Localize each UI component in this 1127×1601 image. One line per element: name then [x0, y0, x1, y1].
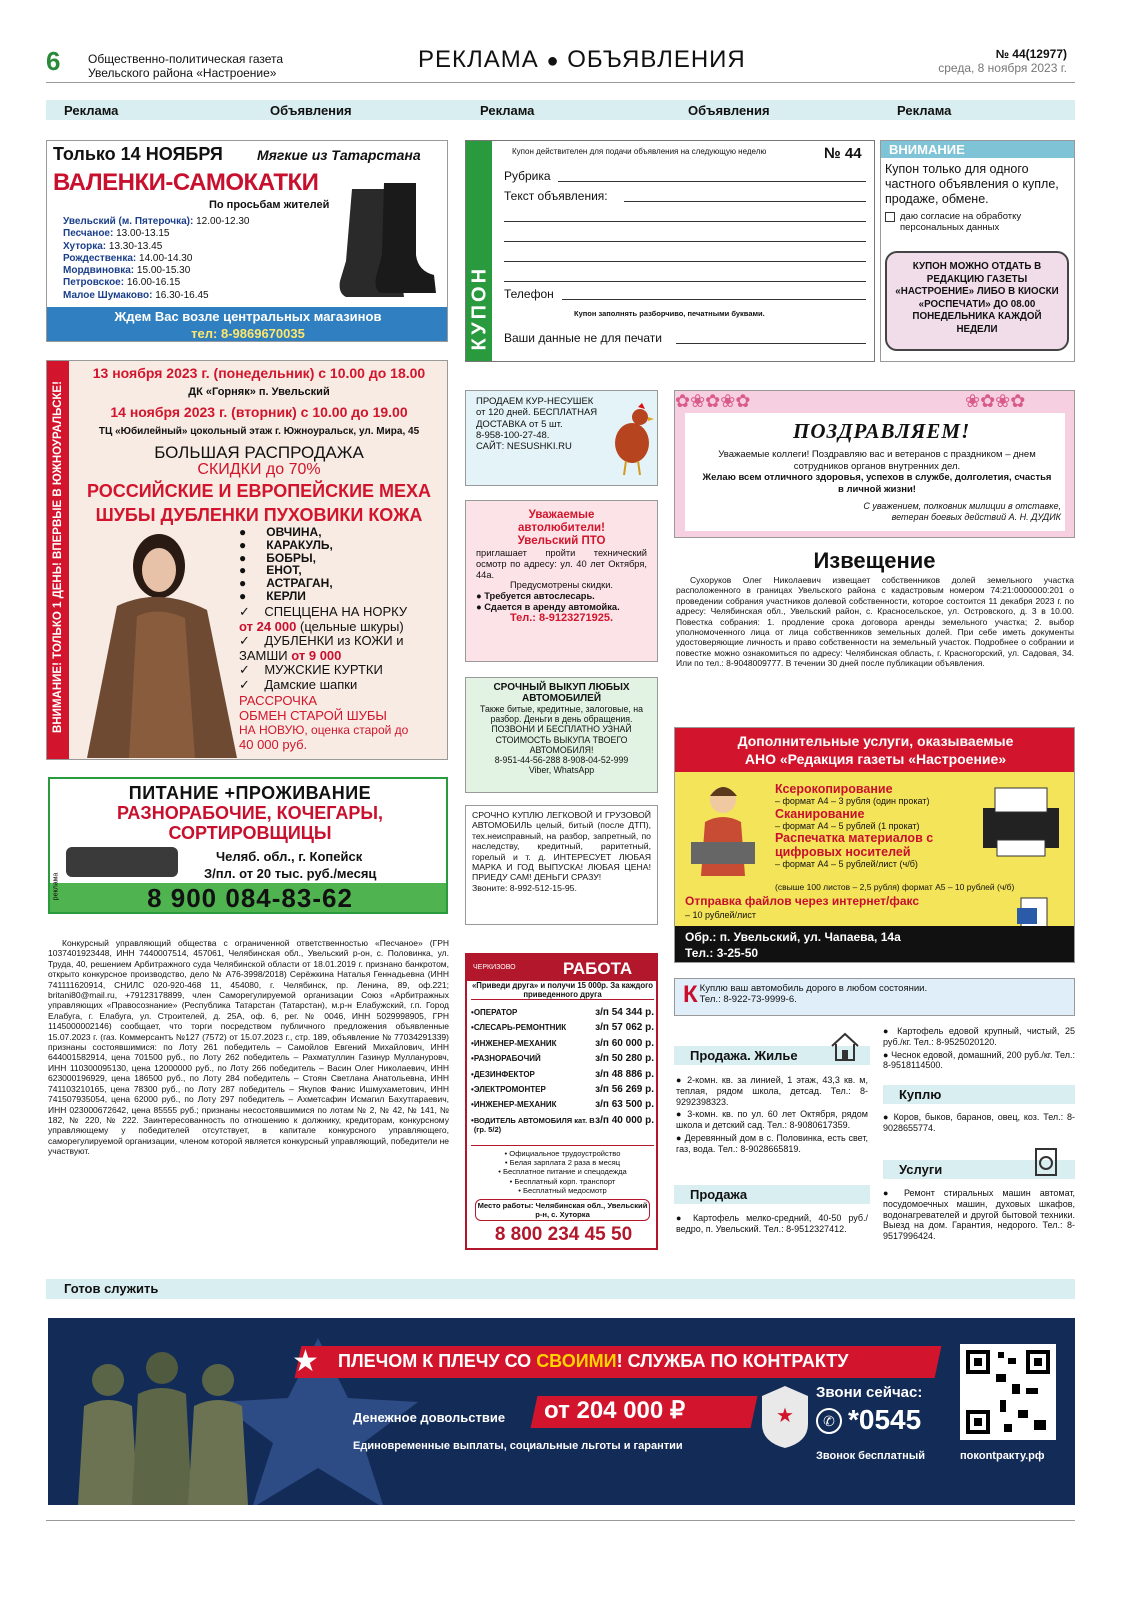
- army-banner: [48, 1318, 1075, 1505]
- hens-text: ПРОДАЕМ КУР-НЕСУШЕК от 120 дней. БЕСПЛАТНАЯ ДОСТАВКА от 5 шт.: [476, 396, 598, 430]
- coupon-only: Купон только для одного частного объявления о купле, продаже, обмене.: [885, 162, 1059, 206]
- buycar2-tel: Тел.: 8-922-73-9999-6.: [699, 994, 797, 1005]
- fur-headline2: ШУБЫ ДУБЛЕНКИ ПУХОВИКИ КОЖА: [95, 505, 423, 525]
- fur-type: ● ОВЧИНА,: [239, 525, 322, 539]
- workers-l5: З/пл. от 20 тыс. руб./месяц: [204, 866, 377, 881]
- valenki-sub: По просьбам жителей: [209, 199, 330, 211]
- fur-exchange2: НА НОВУЮ, оценка старой до: [239, 723, 409, 737]
- buy-item: ● Коров, быков, баранов, овец, коз. Тел.: 8-9028655774.: [883, 1112, 1075, 1133]
- army-star-small: ★: [292, 1345, 319, 1378]
- service-send-price: – 10 рублей/лист: [685, 910, 756, 920]
- fur-type: ● ЕНОТ,: [239, 563, 302, 578]
- sale-item: ● Картофель мелко-средний, 40-50 руб./ведро, п. Увельский. Тел.: 8-9512327412.: [676, 1213, 869, 1234]
- sale-heading: Продажа: [674, 1185, 870, 1204]
- coupon-attention: ВНИМАНИЕ: [881, 141, 1074, 158]
- army-pay-label: Денежное довольствие: [353, 1410, 506, 1425]
- produce-item: ● Картофель едовой крупный, чистый, 25 руб./кг. Тел.: 8-9525020120.: [883, 1026, 1075, 1047]
- fur-offer-hats: ✓ Дамские шапки: [239, 676, 358, 692]
- office-worker-image: [683, 780, 763, 876]
- bar-label-3: Реклама: [480, 103, 535, 118]
- buycar2-ad: [674, 978, 1075, 1016]
- section-title-left: РЕКЛАМА: [418, 46, 539, 73]
- hens-phone: 8-958-100-27-48.: [476, 429, 550, 441]
- issue-number: № 44(12977): [995, 47, 1067, 61]
- phone-icon: ✆: [816, 1408, 842, 1434]
- section-title: [418, 46, 746, 74]
- buycar2-text: Куплю ваш автомобиль дорого в любом состоянии.: [699, 983, 928, 994]
- housing-item: ● 2-комн. кв. за линией, 1 этаж, 43,3 кв. м, теплая, рядом школа, детсад. Тел.: 8-9292398323.: [676, 1075, 868, 1107]
- coupon-consent: [881, 209, 1074, 235]
- workers-image: [66, 847, 178, 877]
- buyout-text: Также битые, кредитные, залоговые, на разбор. Деньги в день обращения. ПОЗВОНИ И БЕСПЛАТНО УЗНАЙ СТОИМОСТЬ ВЫКУПА ТВОЕГО АВТОМОБИЛЯ!: [480, 704, 643, 755]
- services-header: [675, 728, 1075, 772]
- services-ad: [674, 727, 1075, 963]
- jobs-brand: ЧЕРКИЗОВО: [473, 964, 516, 971]
- congrats-t1: Уважаемые коллеги! Поздравляю вас и ветеранов с праздником – днем сотрудников органов внутренних дел.: [718, 449, 1036, 472]
- fur-offer-leather: ✓ ДУБЛЕНКИ из КОЖИ и: [239, 633, 404, 648]
- coupon-info: [880, 140, 1075, 362]
- workers-l4: Челяб. обл., г. Копейск: [216, 849, 363, 864]
- pto-discounts: Предусмотрены скидки.: [510, 580, 613, 591]
- job-row: • ДЕЗИНФЕКТОР з/п 48 886 р.: [471, 1068, 654, 1080]
- congrats-sign1: С уважением, полковник милиции в отставке,: [863, 501, 1061, 511]
- hens-ad: [465, 390, 658, 486]
- produce-list: [883, 1026, 1075, 1071]
- pto-title: Уважаемые автолюбители! Увельский ПТО: [517, 509, 606, 547]
- job-perk: • Бесплатный медосмотр: [518, 1185, 607, 1195]
- fur-type: ● КЕРЛИ: [239, 588, 306, 603]
- fur-date1: 13 ноября 2023 г. (понедельник) с 10.00 до 18.00: [92, 365, 426, 381]
- issue-date: среда, 8 ноября 2023 г.: [938, 61, 1067, 75]
- fur-offers: [239, 605, 447, 752]
- fur-place1: ДК «Горняк» п. Увельский: [188, 386, 330, 398]
- coupon-text-line[interactable]: [504, 227, 866, 242]
- house-icon: [828, 1030, 862, 1062]
- jobs-place: Место работы: Челябинская обл., Увельский р-н, с. Хуторка: [475, 1199, 650, 1221]
- congrats-t2: Желаю всем отличного здоровья, успехов в службе, долголетия, счастья в личной жизни!: [702, 472, 1052, 495]
- bar-label-4: Объявления: [688, 103, 770, 118]
- service-copy: Ксерокопирование: [775, 782, 893, 796]
- valenki-stop: Хуторка: 13.30-13.45: [63, 240, 163, 252]
- coupon-private-field[interactable]: [676, 329, 866, 344]
- fur-installment: РАССРОЧКА: [239, 693, 318, 708]
- bar-label-2: Объявления: [270, 103, 352, 118]
- hens-site: САЙТ: NESUSHKI.RU: [476, 441, 572, 453]
- buycar2-dropcap: К: [683, 981, 698, 1008]
- service-print-price: – формат А4 – 5 рублей/лист (ч/б): [775, 859, 918, 869]
- job-row: • ВОДИТЕЛЬ АВТОМОБИЛЯ кат. В (гр. 5/2) з/п 40 000 р.: [471, 1114, 654, 1134]
- fur-offer-jackets: ✓ МУЖСКИЕ КУРТКИ: [239, 662, 383, 677]
- valenki-stop: Малое Шумаково: 16.30-16.45: [63, 289, 209, 301]
- job-row: • ИНЖЕНЕР-МЕХАНИК з/п 63 500 р.: [471, 1099, 654, 1111]
- title-dot: ●: [546, 50, 560, 72]
- services-tel: Тел.: 3-25-50: [685, 946, 759, 960]
- paper-line1: Общественно-политическая газета: [88, 52, 284, 66]
- job-row: • ОПЕРАТОР з/п 54 344 р.: [471, 1007, 654, 1018]
- fur-discount: СКИДКИ до 70%: [197, 461, 321, 478]
- jobs-rows: [471, 1005, 654, 1134]
- workers-l3: СОРТИРОВЩИЦЫ: [168, 823, 332, 843]
- soldiers-image: [58, 1346, 258, 1505]
- jobs-perks: [471, 1145, 654, 1195]
- job-perk: • Официальное трудоустройство: [504, 1149, 621, 1158]
- army-call: Звони сейчас:: [816, 1384, 923, 1401]
- fur-sale: БОЛЬШАЯ РАСПРОДАЖА: [154, 443, 364, 462]
- service-item: ● Ремонт стиральных машин автомат, посудомоечных машин, духовых шкафов, водонагревателей и другой бытовой техники. Выезд на дом. Гарантия, недорого. Тел.: 8-9517996424.: [883, 1188, 1076, 1242]
- coupon-number: № 44: [824, 145, 862, 162]
- buy-heading: Куплю: [883, 1085, 1075, 1104]
- job-row: • СЛЕСАРЬ-РЕМОНТНИК з/п 57 062 р.: [471, 1022, 654, 1034]
- coupon-where: КУПОН МОЖНО ОТДАТЬ В РЕДАКЦИЮ ГАЗЕТЫ «НАСТРОЕНИЕ» ЛИБО В КИОСКИ «РОСПЕЧАТИ» ДО 08.00 ПОНЕДЕЛЬНИКА КАЖДОЙ НЕДЕЛИ: [885, 251, 1069, 351]
- bankruptcy-notice: Конкурсный управляющий общества с ограниченной ответственностью «Песчаное» (ГРН 1037401923448, ИНН 7440007514, 457061, Челябинская обл., Увельский р-он, с. Половинка, ул. Труда, 40, решением Арбитражного суда Челябинской области от 18.01.2019 г. признано банкротом, открыто конкурсное производство, дело № А76-3998/2018) Серёжкина Наталья Геннадьевна (ИНН 741111620914, СНИЛС 020-920-468 11, 454080, г. Челябинск, пр. Ленина, 89, оф.221; britani80@mail.ru, +79123178899, член Саморегулируемой организации Союз «Арбитражных управляющих «Правосознание» (Республика Татарстан (Татарстан), м.р-н Елабужский, г.п. Город Елабуга, г. Елабуга, ул. Строителей, д. 25А, оф. 6, рег. № 0046, ИНН 5029998905, ГРН 1145000002146) сообщает, что торги посредством публичного предложения объявленные 15.07.2023 г. (газ. Коммерсантъ №127 (7572) от 15.07.2023 г., стр. 189, объявление № 77034291339) признаны состоявшимися: по Лоту 261 победитель – Самойлов Евгений Михайлович, ИНН 644001582914, цена 701500 руб., по Лоту 262 победитель – Рахматуллин Газинур Муллануровч, ИНН 110300095130, цена 12000000 руб., по Лоту 266 победитель – Васин Олег Николаевич, ИНН 623000196929, цена 186500 руб., по Лоту 284 победитель – Стоян Светлана Анатольевна, ИНН 741103210165, цена 78300 руб., по Лоту 287 победитель – Якупов Фанис Ишмухаметович, ИНН 741507935054, цена 62000 руб., по Лоту 297 победитель – Ахметсафин Исмагил Бахутгараевич, ИНН 023000672642, цена 85555 руб.; признаны несостоявшимися по лотам № 2, № 42, № 141, № 182, № 220, № 222. Заинтересованность по отношению к должнику, кредиторам, конкурсному управляющему у победителей отсутствует, в капитале конкурсного управляющего, саморегулируемой организации, членом которой является конкурсный управляющий, победители не участвуют.: [48, 938, 449, 1157]
- fur-date2: 14 ноября 2023 г. (вторник) с 10.00 до 19.00: [110, 404, 408, 420]
- buyout-ad: [465, 677, 658, 793]
- coupon-rubric-label: Рубрика: [504, 169, 551, 183]
- services-address: Обр.: п. Увельский, ул. Чапаева, 14а: [685, 930, 901, 944]
- congrats-title: ПОЗДРАВЛЯЕМ!: [793, 419, 971, 443]
- buyout-tel: 8-951-44-56-288 8-908-04-52-999: [494, 755, 629, 766]
- pto-tel: Тел.: 8-9123271925.: [509, 611, 614, 624]
- coupon-rubric-field[interactable]: [558, 167, 866, 182]
- flowers-right: ❀✿❀✿: [965, 391, 1026, 411]
- consent-checkbox[interactable]: [885, 212, 895, 222]
- paper-name: [88, 52, 283, 80]
- service-print: Распечатка материалов с цифровых носителей: [775, 831, 934, 859]
- hen-image: [610, 401, 654, 477]
- coupon-fill-note: Купон заполнять разборчиво, печатными буквами.: [574, 309, 765, 318]
- carbuy-ad: [465, 805, 658, 925]
- valenki-date: Только 14 НОЯБРЯ: [53, 144, 223, 164]
- fur-types: [239, 526, 333, 603]
- congrats-text: [699, 449, 1055, 495]
- job-perk: • Бесплатный корп. транспорт: [509, 1176, 616, 1186]
- ready-label: Готов служить: [64, 1281, 159, 1296]
- coupon-text-line[interactable]: [504, 247, 866, 262]
- ready-bar: [46, 1279, 1075, 1299]
- valenki-stop: Мордвиновка: 15.00-15.30: [63, 265, 191, 277]
- services-heading: Услуги: [883, 1160, 1075, 1179]
- army-extra: Единовременные выплаты, социальные льготы и гарантии: [353, 1440, 683, 1452]
- qr-code[interactable]: [960, 1344, 1056, 1440]
- buyout-title: СРОЧНЫЙ ВЫКУП ЛЮБЫХ АВТОМОБИЛЕЙ: [493, 682, 630, 704]
- coupon-text-line[interactable]: [504, 267, 866, 282]
- notice-title: Извещение: [813, 548, 936, 573]
- services-footer: [675, 926, 1075, 963]
- section-title-right: ОБЪЯВЛЕНИЯ: [567, 46, 746, 73]
- valenki-stop: Увельский (м. Пятерочка): 12.00-12.30: [63, 216, 250, 227]
- coupon: [465, 140, 875, 362]
- job-row: • ИНЖЕНЕР-МЕХАНИК з/п 60 000 р.: [471, 1037, 654, 1049]
- paper-line2: Увельского района «Настроение»: [88, 66, 277, 80]
- valenki-origin: Мягкие из Татарстана: [257, 147, 421, 163]
- jobs-title: РАБОТА: [563, 959, 633, 978]
- valenki-footer-line1: Ждем Вас возле центральных магазинов: [114, 309, 382, 324]
- services-list-classified: [883, 1188, 1075, 1242]
- job-perk: • Белая зарплата 2 раза в месяц: [504, 1158, 621, 1168]
- fur-exchange3: 40 000 руб.: [239, 736, 308, 752]
- army-slogan: ПЛЕЧОМ К ПЛЕЧУ СО СВОИМИ! СЛУЖБА ПО КОНТРАКТУ: [338, 1351, 849, 1371]
- workers-phone: 8 900 084-83-62: [147, 883, 353, 913]
- fur-ad: [46, 360, 448, 760]
- pto-mechanic: ● Требуется автослесарь.: [476, 591, 595, 602]
- pto-text: приглашает пройти технический осмотр по адресу: ул. 40 лет Октября, 44а.: [476, 548, 647, 580]
- flowers-left: ✿❀✿❀✿: [675, 391, 751, 411]
- valenki-title: ВАЛЕНКИ-САМОКАТКИ: [53, 169, 319, 196]
- consent-label: даю согласие на обработку персональных данных: [900, 211, 1022, 233]
- workers-l1: ПИТАНИЕ +ПРОЖИВАНИЕ: [128, 783, 372, 803]
- services-t2: АНО «Редакция газеты «Настроение»: [744, 751, 1007, 767]
- page-number: 6: [46, 46, 61, 76]
- valenki-stop: Петровское: 16.00-16.15: [63, 277, 181, 289]
- bar-label-1: Реклама: [64, 103, 119, 118]
- jobs-promo: «Приведи друга» и получи 15 000р. За каждого приведенного друга: [471, 981, 654, 999]
- service-scan: Сканирование: [775, 806, 865, 821]
- army-number: *0545: [848, 1404, 922, 1435]
- services-t1: Дополнительные услуги, оказываемые: [737, 733, 1014, 749]
- fur-type: ● БОБРЫ,: [239, 550, 316, 565]
- jobs-phone: 8 800 234 45 50: [494, 1224, 633, 1245]
- army-pay: от 204 000 ₽: [544, 1397, 686, 1424]
- services-list: [775, 782, 1075, 870]
- jobs-ad: [465, 953, 658, 1250]
- coupon-text-line[interactable]: [504, 207, 866, 222]
- fur-offer-suede: ЗАМШИ от 9 000: [239, 647, 342, 663]
- workers-l2: РАЗНОРАБОЧИЕ, КОЧЕГАРЫ,: [117, 803, 383, 823]
- army-badge: [760, 1384, 810, 1450]
- housing-item: ● Деревянный дом в с. Половинка, есть свет, газ, вода. Тел.: 8-9028665819.: [676, 1132, 869, 1154]
- pto-ad: [465, 500, 658, 662]
- congrats-sign: [699, 501, 1061, 523]
- housing-list: [676, 1075, 868, 1155]
- issue-info: [927, 47, 1067, 75]
- fur-type: ● АСТРАГАН,: [239, 576, 333, 591]
- notice-text: Сухоруков Олег Николаевич извещает собственников долей земельного участка расположенного в границах Увельского района с кадастровым номером 74:21:0000000:201 о проведении собрания участников долевой собственности, которое состоится 11 декабря 2023 г. по адресу: Челябинская обл., Увельский район, с. Красносельское, ул. Островского, д. 3 в 10.00. Повестка собрания: 1. продление срока договора аренды земельного участка; 2. выбор уполномоченного лица от лица собственников земельных долей. При себе иметь документы удостоверяющие личность и право собственности на земельный участок. Подробнее о собрании и повестке можно ознакомиться по адресу: Челябинская область, г. Красногорский, ул. Садовая, 34. Или по тел.: 8-9048009777. В течении 30 дней после публикации объявления.: [676, 575, 1074, 669]
- bottom-rule: [46, 1520, 1075, 1521]
- fur-type: ● КАРАКУЛЬ,: [239, 537, 333, 552]
- fur-offer-mink-price: от 24 000 (цельные шкуры): [239, 618, 404, 634]
- service-send: Отправка файлов через интернет/факс: [685, 894, 920, 908]
- coupon-phone-label: Телефон: [504, 287, 554, 301]
- job-perk: • Бесплатное питание и спецодежда: [498, 1167, 627, 1177]
- coupon-text-line[interactable]: [624, 187, 866, 202]
- housing-item: ● 3-комн. кв. по ул. 60 лет Октября, рядом школа и детский сад. Тел.: 8-9080617359.: [676, 1109, 868, 1131]
- fur-headline1: РОССИЙСКИЕ И ЕВРОПЕЙСКИЕ МЕХА: [86, 481, 432, 501]
- coupon-private-label: Ваши данные не для печати: [504, 331, 663, 345]
- valenki-ad: [46, 140, 448, 342]
- fur-offer-mink: ✓ СПЕЦЦЕНА НА НОРКУ: [239, 604, 408, 619]
- valenki-stops: [63, 216, 250, 302]
- job-row: • ЭЛЕКТРОМОНТЕР з/п 56 269 р.: [471, 1084, 654, 1096]
- pto-carwash: ● Сдается в аренду автомойка.: [476, 601, 620, 612]
- repair-icon: [1030, 1145, 1062, 1177]
- felt-boots-image: [332, 181, 442, 299]
- service-print-note: (свыше 100 листов – 2,5 рубля) формат А5 – 10 рублей (ч/б): [775, 882, 1015, 892]
- produce-item: ● Чеснок едовой, домашний, 200 руб./кг. Тел.: 8-9518114500.: [883, 1049, 1075, 1071]
- congrats-ad: [674, 390, 1075, 538]
- service-copy-price: – формат А4 – 3 рубля (один прокат): [775, 796, 930, 806]
- workers-ad-tag: реклама: [52, 872, 60, 901]
- valenki-footer: [47, 307, 448, 342]
- housing-heading: Продажа. Жилье: [674, 1046, 870, 1065]
- header-rule: [46, 82, 1075, 83]
- fur-side-text: ВНИМАНИЕ! ТОЛЬКО 1 ДЕНЬ! ВПЕРВЫЕ В ЮЖНОУРАЛЬСКЕ!: [52, 381, 64, 733]
- fur-place2: ТЦ «Юбилейный» цокольный этаж г. Южноуральск, ул. Мира, 45: [98, 426, 420, 437]
- valenki-stop: Рождественка: 14.00-14.30: [63, 252, 193, 264]
- valenki-phone: тел: 8-9869670035: [191, 326, 305, 341]
- fur-model-image: [77, 526, 257, 758]
- coupon-valid: Купон действителен для подачи объявления на следующую неделю: [512, 147, 767, 156]
- fur-exchange: ОБМЕН СТАРОЙ ШУБЫ: [239, 707, 387, 723]
- coupon-side-label: КУПОН: [468, 265, 491, 351]
- congrats-sign2: ветеран боевых действий А. Н. ДУДИК: [891, 512, 1061, 522]
- carbuy-tel: Звоните: 8-992-512-15-95.: [472, 882, 577, 893]
- valenki-stop: Песчаное: 13.00-13.15: [63, 228, 170, 240]
- sale-list: [676, 1213, 868, 1235]
- job-row: • РАЗНОРАБОЧИЙ з/п 50 280 р.: [471, 1053, 654, 1065]
- coupon-phone-field[interactable]: [562, 285, 866, 300]
- bar-label-5: Реклама: [897, 103, 952, 118]
- buy-list: [883, 1112, 1075, 1134]
- service-scan-price: – формат А4 – 5 рублей (1 прокат): [775, 820, 920, 831]
- buyout-messengers: Viber, WhatsApp: [528, 765, 595, 776]
- army-free: Звонок бесплатный: [816, 1450, 925, 1462]
- army-site[interactable]: покontракту.рф: [960, 1450, 1045, 1462]
- svg-text:★: ★: [776, 1405, 794, 1427]
- coupon-text-label: Текст объявления:: [504, 189, 608, 203]
- workers-ad: [48, 777, 448, 914]
- carbuy-text: СРОЧНО КУПЛЮ ЛЕГКОВОЙ И ГРУЗОВОЙ АВТОМОБИЛЬ целый, битый (после ДТП), тех.неисправный, на разбор, запретный, по наследству, кредитный, раритетный, горелый и т. д. ИНТЕРЕСУЕТ ЛЮБАЯ МАРКА И ГОД ВЫПУСКА! ЛЮБАЯ ЦЕНА! ПРИЕДУ САМ! ДЕНЬГИ СРАЗУ!: [472, 810, 651, 883]
